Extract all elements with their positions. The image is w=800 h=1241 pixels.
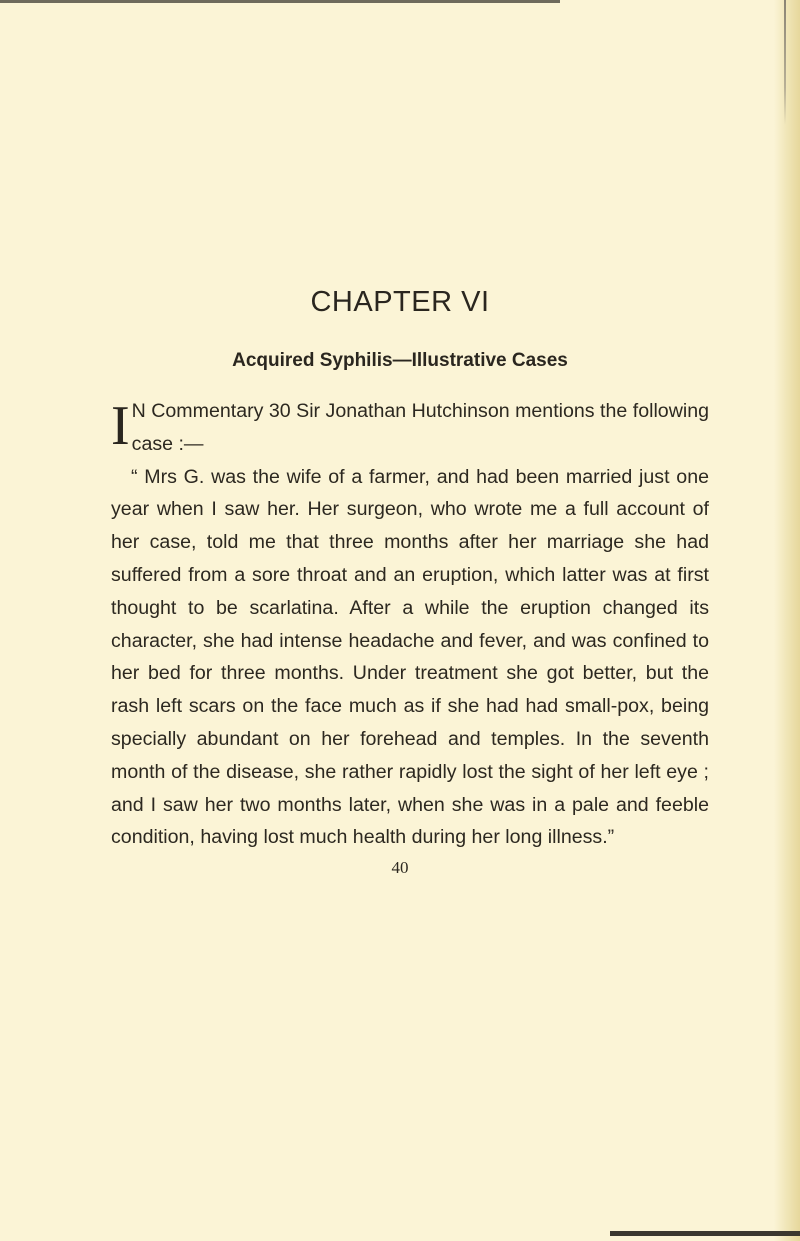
quoted-case-paragraph: “ Mrs G. was the wife of a farmer, and had been married just one year when I saw her. Her surgeon, who wrote me a full account of her case, told me that three months after her marriage she had suffered from a sore throat and an eruption, which latter was at first thought to be scarlatina. After a while the eruption changed its character, she had intense headache and fever, and was confined to her bed for three months. Under treatment she got better, but the rash left scars on the face much as if she had had small-pox, being specially abundant on her forehead and temples. In the seventh month of the disease, she rather rapidly lost the sight of her left eye ; and I saw her two months later, when she was in a pale and feeble condition, having lost much health during her long illness.” (111, 465, 709, 849)
top-edge-line (0, 0, 560, 3)
intro-paragraph: N Commentary 30 Sir Jonathan Hutchinson mentions the following case :— (131, 400, 709, 455)
drop-cap: I (111, 395, 130, 457)
chapter-title: CHAPTER VI (310, 286, 490, 318)
page-edge-shadow (774, 0, 800, 1241)
bottom-edge-line (610, 1231, 800, 1236)
chapter-body (111, 395, 709, 854)
chapter-subtitle: Acquired Syphilis—Illustrative Cases (232, 350, 568, 371)
page-number: 40 (391, 858, 409, 877)
page-edge-mark (784, 0, 786, 125)
